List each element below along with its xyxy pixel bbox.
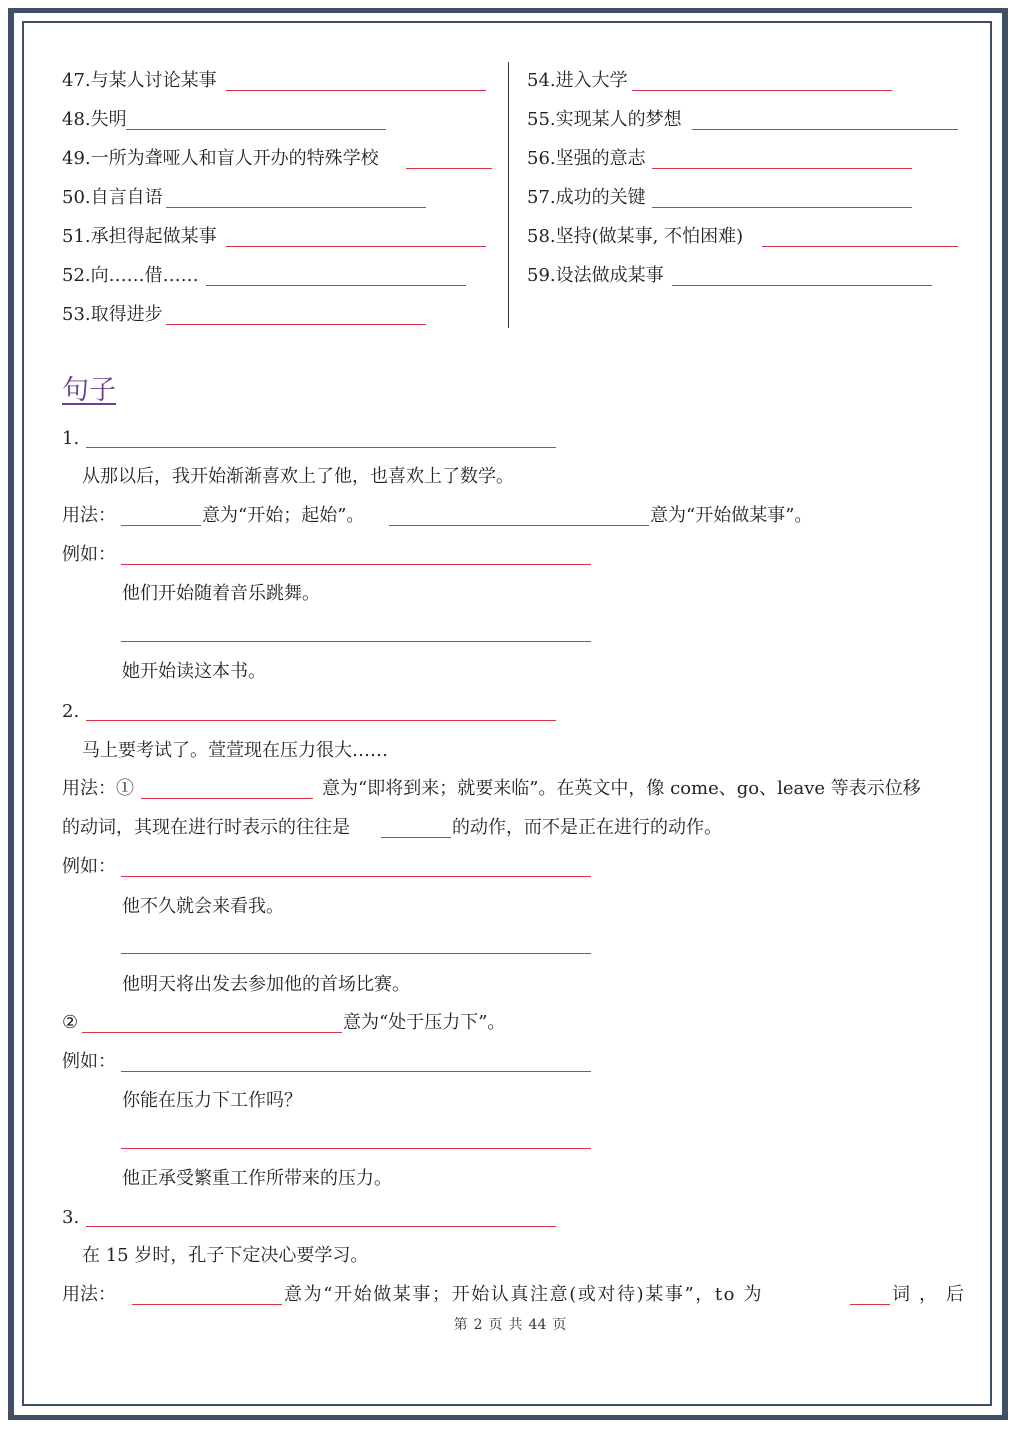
usage-blank[interactable] <box>121 525 201 526</box>
example-blank[interactable] <box>121 953 591 954</box>
sentence-1-number: 1. <box>62 428 80 449</box>
answer-blank-49[interactable] <box>406 168 492 169</box>
example-text: 他明天将出发去参加他的首场比赛。 <box>122 974 410 995</box>
example-text: 她开始读这本书。 <box>122 661 266 682</box>
vocab-item-54: 54.进入大学 <box>527 70 628 91</box>
usage-text: 词，后 <box>892 1284 973 1305</box>
example-label: 例如： <box>62 544 116 565</box>
answer-blank-53[interactable] <box>166 324 426 325</box>
usage-text: 意为“处于压力下”。 <box>343 1012 506 1033</box>
answer-blank-59[interactable] <box>672 285 932 286</box>
sentence-2-number: 2. <box>62 701 80 722</box>
column-divider <box>508 62 509 328</box>
example-blank[interactable] <box>121 1148 591 1149</box>
vocab-item-59: 59.设法做成某事 <box>527 265 664 286</box>
usage-text: 意为“开始做某事”。 <box>650 505 813 526</box>
footer-text: 共 <box>508 1317 523 1333</box>
vocab-item-50: 50.自言自语 <box>62 187 163 208</box>
answer-blank-58[interactable] <box>762 246 958 247</box>
answer-blank-47[interactable] <box>226 90 486 91</box>
usage-text: 的动词，其现在进行时表示的往往是 <box>62 817 350 838</box>
usage-blank[interactable] <box>381 837 451 838</box>
footer-text: 页 <box>488 1317 503 1333</box>
usage-blank[interactable] <box>850 1304 890 1305</box>
example-blank[interactable] <box>121 876 591 877</box>
footer-text: 页 <box>552 1317 567 1333</box>
example-label: 例如： <box>62 1051 116 1072</box>
vocab-item-49: 49.一所为聋哑人和盲人开办的特殊学校 <box>62 148 379 169</box>
vocab-item-57: 57.成功的关键 <box>527 187 646 208</box>
usage-blank[interactable] <box>132 1304 282 1305</box>
answer-blank-55[interactable] <box>692 129 958 130</box>
vocab-item-58: 58.坚持(做某事, 不怕困难) <box>527 226 744 247</box>
sentence-1-text: 从那以后，我开始渐渐喜欢上了他，也喜欢上了数学。 <box>82 466 514 487</box>
answer-blank-52[interactable] <box>206 285 466 286</box>
page-footer <box>0 1316 1020 1334</box>
usage-blank[interactable] <box>82 1032 342 1033</box>
answer-blank-48[interactable] <box>126 129 386 130</box>
vocab-item-53: 53.取得进步 <box>62 304 163 325</box>
vocab-item-56: 56.坚强的意志 <box>527 148 646 169</box>
page-total: 44 <box>528 1317 547 1333</box>
answer-blank-56[interactable] <box>652 168 912 169</box>
sentence-3-number: 3. <box>62 1207 80 1228</box>
answer-blank-50[interactable] <box>166 207 426 208</box>
sentence-2-text: 马上要考试了。萱萱现在压力很大…… <box>82 740 388 761</box>
example-text: 他不久就会来看我。 <box>122 896 284 917</box>
sentence-2-blank[interactable] <box>86 720 556 721</box>
vocab-item-48: 48.失明 <box>62 109 127 130</box>
usage-text: 意为“开始；起始”。 <box>202 505 365 526</box>
usage-number: ② <box>62 1012 79 1033</box>
vocab-item-51: 51.承担得起做某事 <box>62 226 217 247</box>
sentence-3-blank[interactable] <box>86 1226 556 1227</box>
example-text: 你能在压力下工作吗？ <box>122 1090 302 1111</box>
section-heading: 句子 <box>62 375 116 406</box>
answer-blank-57[interactable] <box>652 207 912 208</box>
example-blank[interactable] <box>121 641 591 642</box>
page-number: 2 <box>473 1317 483 1333</box>
footer-text: 第 <box>453 1317 468 1333</box>
sentence-3-text: 在 15 岁时，孔子下定决心要学习。 <box>82 1245 369 1266</box>
usage-text: 意为“开始做某事；开始认真注意(或对待)某事”，to 为 <box>284 1284 764 1305</box>
example-text: 他正承受繁重工作所带来的压力。 <box>122 1168 392 1189</box>
example-blank[interactable] <box>121 1071 591 1072</box>
vocab-item-55: 55.实现某人的梦想 <box>527 109 682 130</box>
usage-text: 的动作，而不是正在进行的动作。 <box>452 817 722 838</box>
usage-blank[interactable] <box>389 525 649 526</box>
vocab-item-47: 47.与某人讨论某事 <box>62 70 217 91</box>
answer-blank-54[interactable] <box>632 90 892 91</box>
vocab-item-52: 52.向……借…… <box>62 265 199 286</box>
example-text: 他们开始随着音乐跳舞。 <box>122 583 320 604</box>
usage-blank[interactable] <box>141 798 313 799</box>
answer-blank-51[interactable] <box>226 246 486 247</box>
example-label: 例如： <box>62 856 116 877</box>
usage-label: 用法：① <box>62 778 134 799</box>
sentence-1-blank[interactable] <box>86 447 556 448</box>
usage-text: 意为“即将到来；就要来临”。在英文中，像 come、go、leave 等表示位移 <box>322 778 921 799</box>
example-blank[interactable] <box>121 564 591 565</box>
usage-label: 用法： <box>62 1284 116 1305</box>
usage-label: 用法： <box>62 505 116 526</box>
